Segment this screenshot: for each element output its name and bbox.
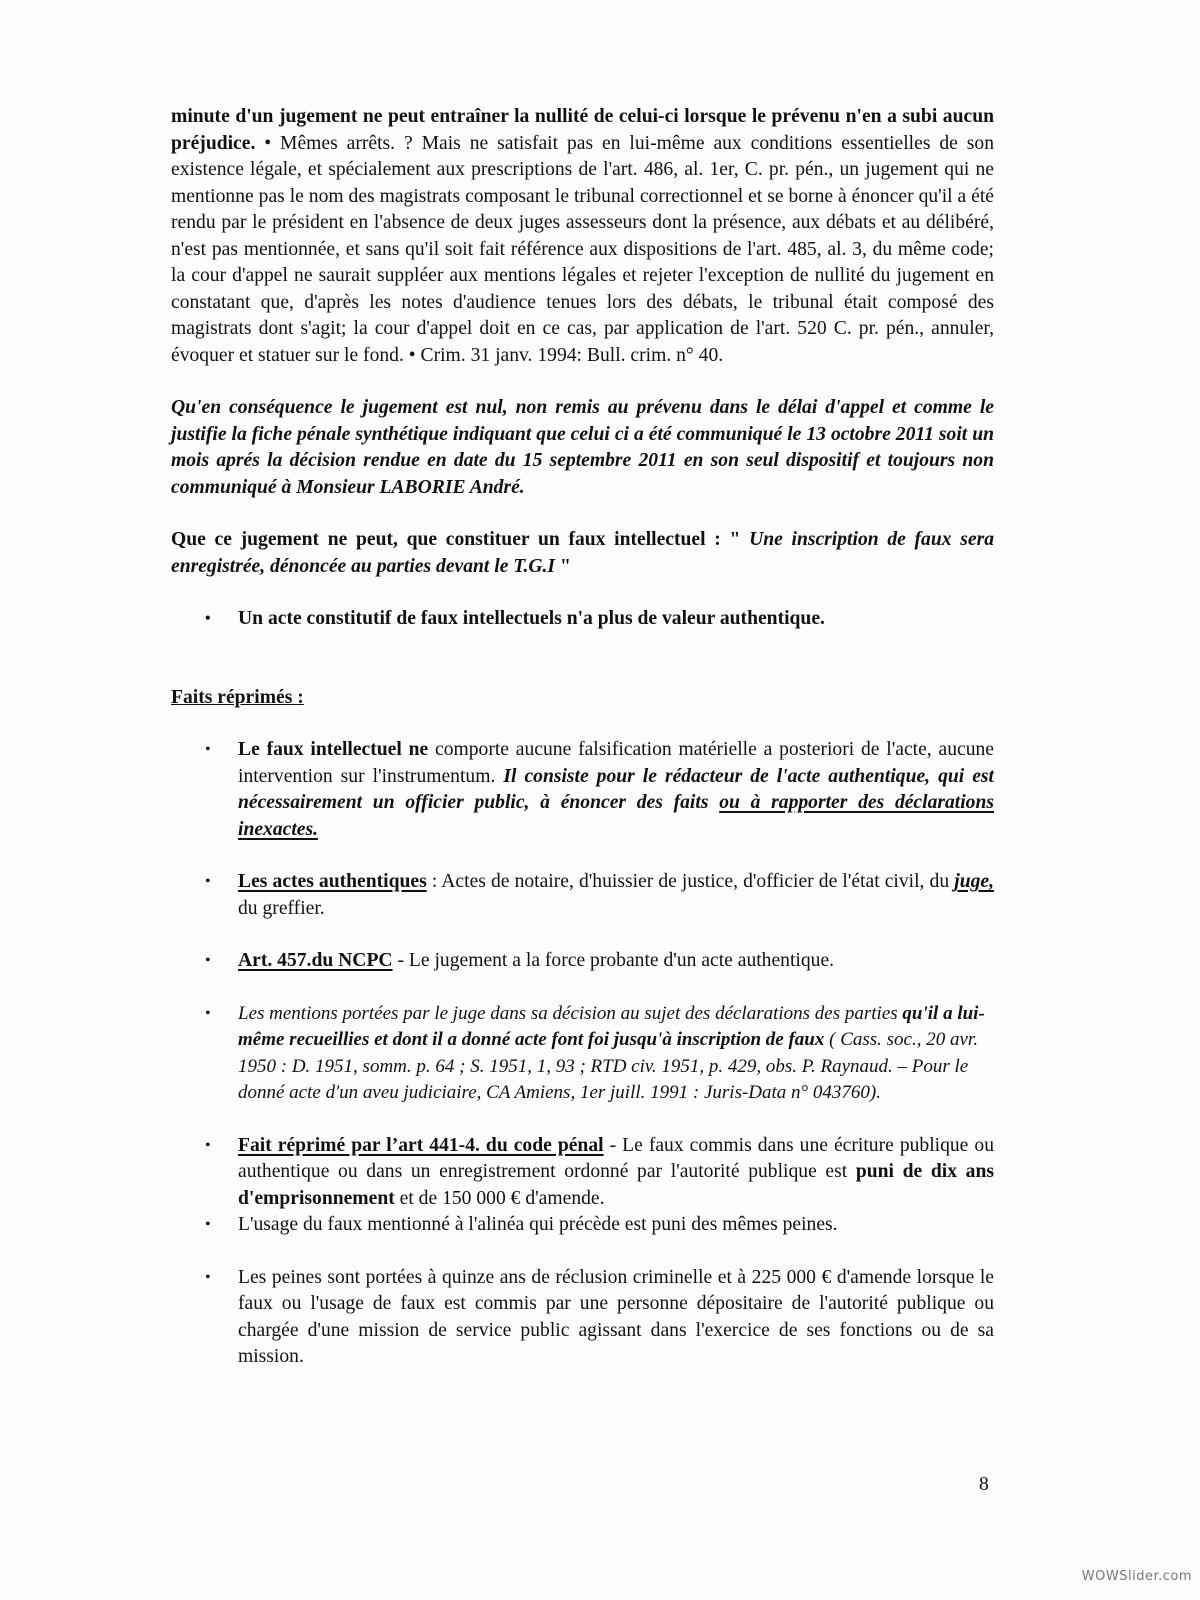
- bold-text: Que ce jugement ne peut, que constituer un faux intellectuel : ": [171, 529, 750, 550]
- body-text: Les peines sont portées à quinze ans de réclusion criminelle et à 225 000 € d'amende lorsque le faux ou l'usage de faux est commis par une personne dépositaire de l'autorité publique ou chargée d'une mission de service public agissant dans l'exercice de ses fonctions ou de sa mission.: [238, 1266, 994, 1367]
- underlined-italic-text: ou à rapporter des déclarations inexactes.: [238, 792, 994, 840]
- body-text: et de 150 000 € d'amende.: [394, 1187, 605, 1209]
- bullet-icon: •: [205, 1136, 211, 1154]
- body-text: : Actes de notaire, d'huissier de justice, d'officier de l'état civil, du: [426, 871, 955, 892]
- bullet-icon: •: [205, 1004, 211, 1022]
- italic-text: Il consiste pour le rédacteur de l'acte authentique, qui est nécessairement un officier public, à énoncer des faits: [238, 765, 994, 813]
- bold-text: Le faux intellectuel ne: [238, 739, 429, 760]
- bullet-icon: •: [205, 1268, 211, 1286]
- list-item: [171, 1001, 994, 1107]
- page-number: 8: [979, 1474, 989, 1495]
- bullet-icon: •: [205, 873, 211, 890]
- list-item: [171, 1133, 994, 1213]
- quote-end: ": [555, 555, 571, 577]
- bold-text: puni de dix ans d'emprisonnement: [238, 1161, 994, 1209]
- bullet-icon: •: [205, 952, 211, 969]
- bullet-icon: •: [205, 741, 211, 758]
- bullet-icon: •: [205, 1216, 211, 1233]
- underlined-term: Les actes authentiques: [238, 871, 427, 892]
- body-text: • Mêmes arrêts. ? Mais ne satisfait pas en lui-même aux conditions essentielles de son existence légale, et spécialement aux prescriptions de l'art. 486, al. 1er, C. pr. pén., un jugement qui ne mentionne pas le nom des magistrats composant le tribunal correctionnel et se borne à énoncer qu'il a été rendu par le président en l'absence de deux juges assesseurs dont la présence, aux débats et au délibéré, n'est pas mentionnée, et sans qu'il soit fait référence aux dispositions de l'art. 485, al. 3, du même code; la cour d'appel ne saurait suppléer aux mentions légales et rejeter l'exception de nullité du jugement en constatant que, d'après les notes d'audience tenues lors des débats, le tribunal était composé des magistrats dont s'agit; la cour d'appel doit en ce cas, par application de l'art. 520 C. pr. pén., annuler, évoquer et statuer sur le fond. • Crim. 31 janv. 1994: Bull. crim. n° 40.: [171, 132, 994, 366]
- section-heading: Faits réprimés :: [171, 686, 304, 708]
- paragraph-faux-intellectuel: [171, 527, 994, 580]
- underlined-term: Fait réprimé par l’art 441-4. du code pénal: [238, 1134, 604, 1156]
- list-item: [171, 606, 994, 633]
- underlined-term: Art. 457.du NCPC: [238, 950, 393, 971]
- body-text: - Le faux commis dans une écriture publique ou authentique ou dans un enregistrement ordonné par l'autorité publique est: [238, 1134, 994, 1182]
- document-page: [171, 104, 994, 1371]
- conclusion-list: [171, 606, 994, 633]
- bold-italic-text: qu'il a lui-même recueillies et dont il a donné acte font foi jusqu'à inscription de faux: [238, 1002, 985, 1050]
- body-text: comporte aucune falsification matérielle a posteriori de l'acte, aucune intervention sur l'instrumentum.: [238, 739, 994, 787]
- italic-text: Les mentions portées par le juge dans sa décision au sujet des déclarations des parties: [238, 1002, 903, 1024]
- juge-term: juge,: [954, 871, 994, 892]
- body-text: - Le jugement a la force probante d'un acte authentique.: [392, 950, 835, 971]
- citation-text: ( Cass. soc., 20 avr. 1950 : D. 1951, somm. p. 64 ; S. 1951, 1, 93 ; RTD civ. 1951, p. 429, obs. P. Raynaud. – Pour le donné acte d'un aveu judiciaire, CA Amiens, 1er juill. 1991 : Juris-Data n° 043760).: [238, 1029, 978, 1103]
- paragraph-consequence: Qu'en conséquence le jugement est nul, non remis au prévenu dans le délai d'appel et comme le justifie la fiche pénale synthétique indiquant que celui ci a été communiqué le 13 octobre 2011 soit un mois aprés la décision rendue en date du 15 septembre 2011 en son seul dispositif et toujours non communiqué à Monsieur LABORIE André.: [171, 397, 994, 498]
- list-item: [171, 948, 994, 975]
- list-item-text: Un acte constitutif de faux intellectuels n'a plus de valeur authentique.: [238, 608, 825, 629]
- italic-quote: Une inscription de faux sera enregistrée, dénoncée au parties devant le T.G.I: [171, 529, 994, 577]
- body-text: du greffier.: [238, 897, 325, 919]
- watermark: WOWSlider.com: [1081, 1569, 1192, 1584]
- body-text: L'usage du faux mentionné à l'alinéa qui précède est puni des mêmes peines.: [238, 1214, 838, 1235]
- bold-text: minute d'un jugement ne peut entraîner la nullité de celui-ci lorsque le prévenu n'en a subi aucun préjudice.: [171, 106, 994, 154]
- list-item: [171, 1265, 994, 1371]
- paragraph-jurisprudence: [171, 104, 994, 369]
- list-item: [171, 1212, 994, 1239]
- list-item: [171, 869, 994, 922]
- faits-list: [171, 737, 994, 1371]
- list-item: [171, 737, 994, 843]
- bullet-icon: •: [205, 610, 211, 627]
